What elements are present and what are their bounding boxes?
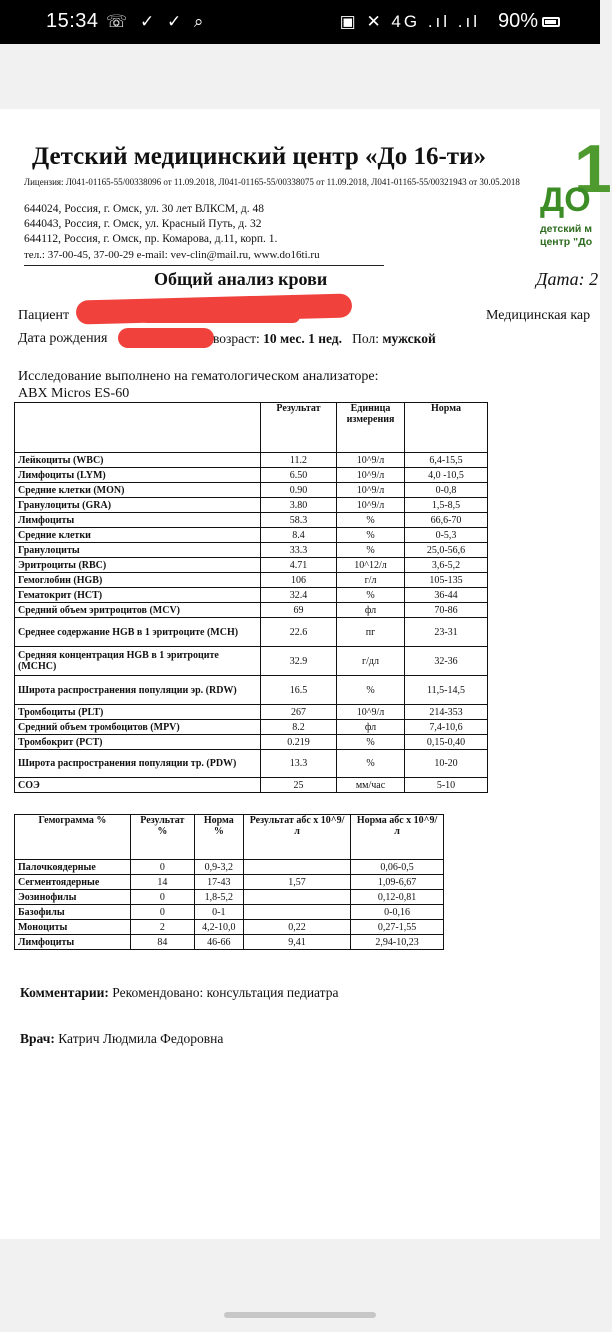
table-row [15,528,488,543]
cell-unit: % [337,588,405,603]
cell-norm: 32-36 [405,647,488,676]
system-icons: ▣ ✕ 4G .ıl .ıl [339,12,480,31]
date-label: Дата: 2 [536,269,599,289]
cell-norm: 36-44 [405,588,488,603]
table-row [15,498,488,513]
study-line: Исследование выполнено на гематологическом анализаторе: [18,369,379,384]
sex-value: мужской [382,331,436,346]
cell-name: Широта распространения популяции эр. (RDW) [15,676,261,705]
cell-value: 0.90 [261,483,337,498]
cell-norm: 11,5-14,5 [405,676,488,705]
table-row [15,750,488,778]
cell-name: Средние клетки [15,528,261,543]
gesture-bar[interactable] [0,1306,600,1332]
redaction-mark [118,328,214,348]
cell-norm: 6,4-15,5 [405,453,488,468]
status-time: 15:34 [46,10,99,32]
comments [20,985,339,1001]
table-row [15,618,488,647]
cell-value: 8.2 [261,720,337,735]
cell-value: 16.5 [261,676,337,705]
cell-unit: пг [337,618,405,647]
table-row [15,890,444,905]
cell-value: 3.80 [261,498,337,513]
cell-abs_norm: 1,09-6,67 [351,875,444,890]
cell-norm: 5-10 [405,778,488,793]
table-header [15,403,261,453]
cell-abs: 9,41 [244,935,351,950]
table-row [15,860,444,875]
comments-label: Комментарии: [20,985,109,1000]
cell-norm: 0-1 [194,905,243,920]
cell-name: Эритроциты (RBC) [15,558,261,573]
cell-value: 267 [261,705,337,720]
cell-unit: % [337,513,405,528]
cell-unit: 10^9/л [337,498,405,513]
cell-norm: 105-135 [405,573,488,588]
cell-unit: % [337,735,405,750]
clinic-logo-text: ДО [540,181,591,219]
cell-norm: 0-0,8 [405,483,488,498]
table-row [15,647,488,676]
address-line: 644024, Россия, г. Омск, ул. 30 лет ВЛКСМ, д. 48 [24,203,265,215]
cell-unit: % [337,543,405,558]
clinic-logo-caption: центр "До [540,236,593,248]
cell-unit: 10^9/л [337,705,405,720]
cell-value: 6.50 [261,468,337,483]
cell-norm: 25,0-56,6 [405,543,488,558]
cell-name: Средняя концентрация HGB в 1 эритроците (MCHC) [15,647,261,676]
cell-norm: 23-31 [405,618,488,647]
table-row [15,735,488,750]
cell-name: Гематокрит (HCT) [15,588,261,603]
cell-norm: 1,5-8,5 [405,498,488,513]
cell-value: 8.4 [261,528,337,543]
table-row [15,705,488,720]
cell-norm: 1,8-5,2 [194,890,243,905]
blood-results-table [14,402,488,793]
cell-norm: 214-353 [405,705,488,720]
doctor-label: Врач: [20,1031,55,1046]
table-header: Результат % [131,815,195,860]
cell-result: 0 [131,860,195,875]
cell-value: 33.3 [261,543,337,558]
doctor [20,1031,223,1047]
cell-name: Среднее содержание HGB в 1 эритроците (MCH) [15,618,261,647]
cell-norm: 7,4-10,6 [405,720,488,735]
document-title: Общий анализ крови [154,269,328,289]
cell-abs [244,890,351,905]
cell-result: 0 [131,890,195,905]
doctor-name: Катрич Людмила Федоровна [58,1031,224,1046]
cell-unit: 10^9/л [337,468,405,483]
table-row [15,875,444,890]
cell-unit: г/л [337,573,405,588]
cell-name: Лимфоциты (LYM) [15,468,261,483]
cell-norm: 17-43 [194,875,243,890]
table-row [15,468,488,483]
contacts-line: тел.: 37-00-45, 37-00-29 e-mail: vev-clin@mail.ru, www.do16ti.ru [24,249,320,261]
cell-unit: 10^9/л [337,453,405,468]
clinic-name: Детский медицинский центр «До 16-ти» [32,143,486,170]
cell-name: Эозинофилы [15,890,131,905]
cell-result: 14 [131,875,195,890]
cell-value: 58.3 [261,513,337,528]
cell-value: 0.219 [261,735,337,750]
cell-name: Базофилы [15,905,131,920]
cell-name: Палочкоядерные [15,860,131,875]
cell-name: Гранулоциты [15,543,261,558]
cell-unit: 10^9/л [337,483,405,498]
table-row [15,513,488,528]
cell-value: 22.6 [261,618,337,647]
comments-text: Рекомендовано: консультация педиатра [112,985,339,1000]
cell-value: 25 [261,778,337,793]
table-header: Результат [261,403,337,453]
cell-value: 13.3 [261,750,337,778]
clinic-logo-caption: детский м [540,223,593,235]
cell-name: Лимфоциты [15,935,131,950]
battery-icon [542,17,560,27]
cell-value: 11.2 [261,453,337,468]
cell-name: Гемоглобин (HGB) [15,573,261,588]
table-header: Единица измерения [337,403,405,453]
cell-norm: 70-86 [405,603,488,618]
cell-abs [244,905,351,920]
cell-norm: 46-66 [194,935,243,950]
table-header: Норма [405,403,488,453]
cell-value: 4.71 [261,558,337,573]
cell-abs_norm: 0,27-1,55 [351,920,444,935]
patient-label: Пациент [18,308,70,323]
cell-unit: мм/час [337,778,405,793]
age-label: возраст: [213,331,260,346]
address-line: 644043, Россия, г. Омск, ул. Красный Путь, д. 32 [24,218,262,230]
cell-unit: г/дл [337,647,405,676]
cell-norm: 3,6-5,2 [405,558,488,573]
age-value: 10 мес. 1 нед. [263,331,343,346]
cell-unit: фл [337,603,405,618]
cell-abs [244,860,351,875]
cell-name: СОЭ [15,778,261,793]
cell-result: 0 [131,905,195,920]
table-header: Результат абс x 10^9/л [244,815,351,860]
cell-norm: 4,0 -10,5 [405,468,488,483]
table-row [15,483,488,498]
table-row [15,453,488,468]
table-row [15,573,488,588]
age-sex-line [213,331,436,347]
cell-norm: 0,15-0,40 [405,735,488,750]
document-page[interactable] [0,109,612,1239]
cell-unit: % [337,528,405,543]
redaction-mark [140,309,300,323]
cell-result: 84 [131,935,195,950]
cell-name: Средний объем тромбоцитов (MPV) [15,720,261,735]
medical-card-label: Медицинская кар [486,308,591,323]
cell-norm: 10-20 [405,750,488,778]
table-row [15,558,488,573]
table-row [15,588,488,603]
cell-name: Гранулоциты (GRA) [15,498,261,513]
cell-name: Моноциты [15,920,131,935]
table-row [15,603,488,618]
cell-name: Средние клетки (MON) [15,483,261,498]
cell-abs_norm: 0,06-0,5 [351,860,444,875]
status-bar [0,0,600,44]
license-text: Лицензия: Л041-01165-55/00338096 от 11.09.2018, Л041-01165-55/00338075 от 11.09.2018, Л041-01165-55/00321943 от 30.05.2018 [24,177,520,187]
cell-name: Сегментоядерные [15,875,131,890]
notification-icons: ☏ ✓ ✓ ⌕ [106,12,208,31]
cell-abs_norm: 0,12-0,81 [351,890,444,905]
cell-unit: % [337,750,405,778]
cell-abs: 1,57 [244,875,351,890]
sex-label: Пол: [352,331,379,346]
analyzer-name: ABX Micros ES-60 [18,386,130,401]
cell-value: 106 [261,573,337,588]
cell-norm: 66,6-70 [405,513,488,528]
cell-value: 69 [261,603,337,618]
divider [24,265,384,266]
table-row [15,935,444,950]
address-line: 644112, Россия, г. Омск, пр. Комарова, д.11, корп. 1. [24,233,278,245]
dob-label: Дата рождения [18,331,108,346]
cell-value: 32.9 [261,647,337,676]
table-row [15,920,444,935]
cell-name: Лейкоциты (WBC) [15,453,261,468]
cell-name: Лимфоциты [15,513,261,528]
cell-name: Тромбокрит (PCT) [15,735,261,750]
cell-value: 32.4 [261,588,337,603]
battery-percent: 90% [497,10,538,32]
hemogram-table [14,814,444,950]
cell-norm: 4,2-10,0 [194,920,243,935]
table-row [15,905,444,920]
home-indicator[interactable] [224,1312,376,1318]
cell-unit: фл [337,720,405,735]
cell-unit: % [337,676,405,705]
clinic-logo-number: 1 [574,131,612,207]
table-header: Норма % [194,815,243,860]
cell-abs: 0,22 [244,920,351,935]
cell-unit: 10^12/л [337,558,405,573]
table-row [15,676,488,705]
viewer-top-area [0,44,600,109]
table-header: Гемограмма % [15,815,131,860]
cell-abs_norm: 2,94-10,23 [351,935,444,950]
cell-name: Тромбоциты (PLT) [15,705,261,720]
table-header: Норма абс x 10^9/л [351,815,444,860]
cell-abs_norm: 0-0,16 [351,905,444,920]
cell-norm: 0,9-3,2 [194,860,243,875]
cell-name: Широта распространения популяции тр. (PDW) [15,750,261,778]
table-row [15,778,488,793]
table-row [15,543,488,558]
table-row [15,720,488,735]
cell-name: Средний объем эритроцитов (MCV) [15,603,261,618]
cell-result: 2 [131,920,195,935]
cell-norm: 0-5,3 [405,528,488,543]
